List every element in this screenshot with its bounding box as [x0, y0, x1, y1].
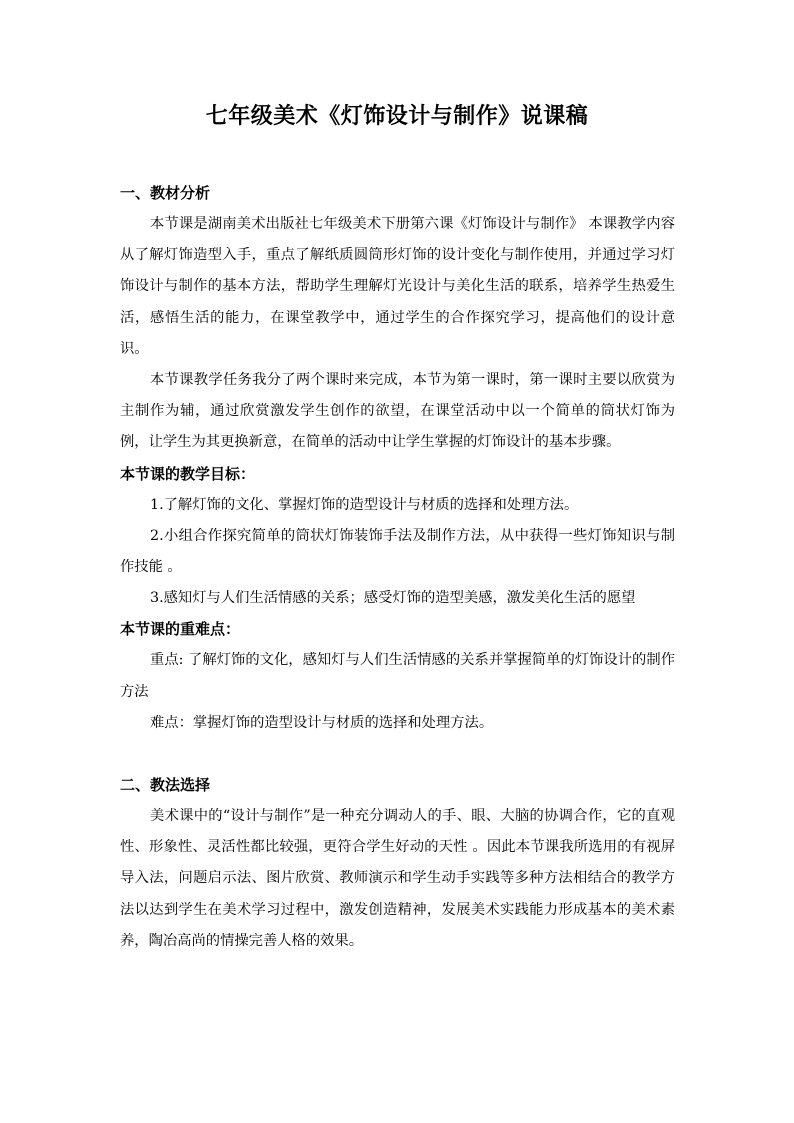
keypoint-item: 难点：掌握灯饰的造型设计与材质的选择和处理方法。: [150, 714, 494, 731]
goal-item: 1.了解灯饰的文化、掌握灯饰的造型设计与材质的选择和处理方法。: [150, 496, 579, 513]
goal-item: 2.小组合作探究简单的筒状灯饰装饰手法及制作方法，从中获得一些灯饰知识与制作技能 。: [120, 527, 675, 576]
section-heading-methods: 二、教法选择: [120, 776, 211, 795]
subheading-goals: 本节课的教学目标：: [120, 464, 256, 483]
subheading-keypoints: 本节课的重难点：: [120, 620, 241, 639]
paragraph: 本节课是湖南美术出版社七年级美术下册第六课《灯饰设计与制作》 本课教学内容从了解灯饰造型入手，重点了解纸质圆筒形灯饰的设计变化与制作使用，并通过学习灯饰设计与制作的基本方法，帮助学生理解灯光设计与美化生活的联系，培养学生热爱生活，感悟生活的能力，在课堂教学中，通过学生的合作探究学习，提高他们的设计意识。: [120, 216, 675, 357]
paragraph: 美术课中的“设计与制作”是一种充分调动人的手、眼、大脑的协调合作，它的直观性、形象性、灵活性都比较强，更符合学生好动的天性 。因此本节课我所选用的有视屏导入法，问题启示法、图片欣赏、教师演示和学生动手实践等多种方法相结合的教学方法以达到学生在美术学习过程中，激发创造精神，发展美术实践能力形成基本的美术素养，陶冶高尚的情操完善人格的效果。: [120, 808, 675, 949]
page-title: 七年级美术《灯饰设计与制作》说课稿: [205, 104, 589, 129]
paragraph: 本节课教学任务我分了两个课时来完成，本节为第一课时，第一课时主要以欣赏为主制作为辅，通过欣赏激发学生创作的欲望，在课堂活动中以一个简单的筒状灯饰为例，让学生为其更换新意，在简单的活动中让学生掌握的灯饰设计的基本步骤。: [120, 372, 675, 451]
spacer: [120, 739, 675, 770]
document-body: [120, 178, 675, 957]
keypoint-item: 重点: 了解灯饰的文化，感知灯与人们生活情感的关系并掌握简单的灯饰设计的制作方法: [120, 652, 675, 700]
goal-item: 3.感知灯与人们生活情感的关系；感受灯饰的造型美感，激发美化生活的愿望: [150, 590, 636, 607]
section-heading-materials: 一、教材分析: [120, 184, 211, 202]
